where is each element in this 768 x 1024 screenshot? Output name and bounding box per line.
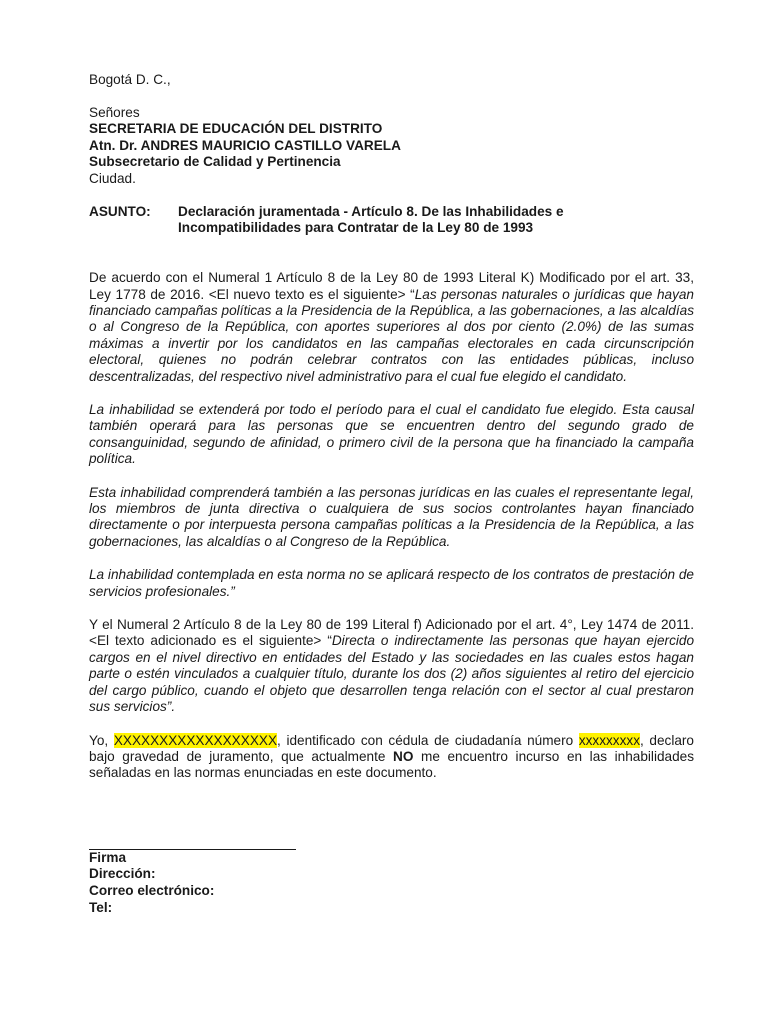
signature-block <box>89 850 694 916</box>
declaration-rest-2: me encuentro incurso en las inhabilidades señaladas en las normas enunciadas en este documento. <box>89 748 694 781</box>
paragraph-4: La inhabilidad contemplada en esta norma no se aplicará respecto de los contratos de prestación de servicios profesionales.” <box>89 567 694 599</box>
name-placeholder: XXXXXXXXXXXXXXXXXX <box>113 732 278 748</box>
salutation: Señores <box>89 104 140 120</box>
paragraph-1 <box>89 270 694 385</box>
recipient-attention: Atn. Dr. ANDRES MAURICIO CASTILLO VARELA <box>89 137 401 153</box>
email-label: Correo electrónico: <box>89 882 215 898</box>
id-number-placeholder: xxxxxxxxx <box>578 732 640 748</box>
phone-label: Tel: <box>89 899 113 915</box>
subject-label: ASUNTO: <box>89 203 151 219</box>
declaration-paragraph <box>89 733 694 782</box>
paragraph-5-intro: Y el Numeral 2 Artículo 8 de la Ley 80 de 199 Literal f) Adicionado por el art. 4°, Ley 1474 de 2011. <El texto adicionado es el siguiente> “ <box>89 617 694 649</box>
declaration-yo: Yo, <box>89 732 114 748</box>
paragraph-2: La inhabilidad se extenderá por todo el período para el cual el candidato fue elegido. Esta causal también operará para las personas que se encuentren dentro del segundo grado de consanguinidad, segundo de afinidad, o primero civil de la persona que ha financiado la campaña política. <box>89 402 694 467</box>
subject-text: Declaración juramentada - Artículo 8. De las Inhabilidades e Incompatibilidades para Contratar de la Ley 80 de 1993 <box>178 203 564 236</box>
address-label: Dirección: <box>89 866 156 882</box>
place-date: Bogotá D. C., <box>89 72 171 87</box>
declaration-no: NO <box>393 748 414 764</box>
subject-block <box>89 204 694 238</box>
document-page <box>89 72 694 916</box>
paragraph-5-quote: Directa o indirectamente las personas que hayan ejercido cargos en el nivel directivo en entidades del Estado y las sociedades en las cuales estos hagan parte o estén vinculados a cualquier título, durante los dos (2) años siguientes al retiro del ejercicio del cargo público, cuando el objeto que desarrollen tenga relación con el sector al cual prestaron sus servicios”. <box>89 633 695 715</box>
recipient-position: Subsecretario de Calidad y Pertinencia <box>89 154 341 170</box>
signature-label: Firma <box>89 849 127 865</box>
declaration-mid: , identificado con cédula de ciudadanía número <box>277 732 579 748</box>
paragraph-5 <box>89 617 694 715</box>
signature-line <box>89 833 296 850</box>
declaration-rest-1: , declaro bajo gravedad de juramento, que actualmente <box>89 732 694 764</box>
paragraph-3: Esta inhabilidad comprenderá también a las personas jurídicas en las cuales el representante legal, los miembros de junta directiva o cualquiera de sus socios controlantes hayan financiado directamente o por interpuesta persona campañas políticas a la Presidencia de la República, a las gobernaciones, las alcaldías o al Congreso de la República. <box>89 484 694 549</box>
recipient-entity: SECRETARIA DE EDUCACIÓN DEL DISTRITO <box>89 121 383 137</box>
recipient-city: Ciudad. <box>89 170 136 186</box>
paragraph-1-quote: Las personas naturales o jurídicas que hayan financiado campañas políticas a la Presidencia de la República, a las gobernaciones, a las alcaldías o al Congreso de la República, con aportes superiores al dos por ciento (2.0%) de las sumas máximas a invertir por los candidatos en las campañas electorales en cada circunscripción electoral, quienes no podrán celebrar contratos con las entidades públicas, incluso descentralizadas, del respectivo nivel administrativo para el cual fue elegido el candidato. <box>89 286 694 384</box>
paragraph-1-intro: De acuerdo con el Numeral 1 Artículo 8 de la Ley 80 de 1993 Literal K) Modificado por el art. 33, Ley 1778 de 2016. <El nuevo texto es el siguiente> “ <box>89 270 694 302</box>
